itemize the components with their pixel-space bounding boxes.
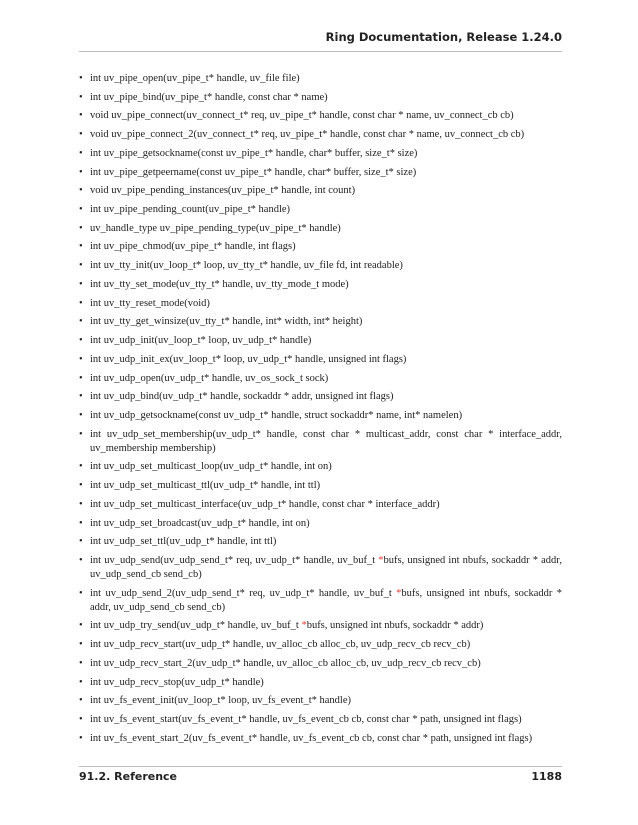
list-item: • int uv_udp_set_multicast_interface(uv_udp_t* handle, const char * interface_addr) xyxy=(79,498,562,512)
footer-section: 91.2. Reference xyxy=(79,770,178,783)
list-item: • int uv_udp_set_membership(uv_udp_t* handle, const char * multicast_addr, const char * interface_addr, uv_membership membership) xyxy=(79,428,562,456)
list-item: • int uv_fs_event_start_2(uv_fs_event_t* handle, uv_fs_event_cb cb, const char * path, unsigned int flags) xyxy=(79,732,562,746)
list-item: • int uv_udp_open(uv_udp_t* handle, uv_os_sock_t sock) xyxy=(79,372,562,386)
list-item-text: bufs, unsigned int nbufs, sockaddr * addr, uv_udp_send_cb send_cb) xyxy=(90,554,562,580)
list-item: • int uv_udp_set_multicast_ttl(uv_udp_t* handle, int ttl) xyxy=(79,479,562,493)
list-item: • int uv_fs_event_start(uv_fs_event_t* handle, uv_fs_event_cb cb, const char * path, unsigned int flags) xyxy=(79,713,562,727)
list-item: • int uv_udp_recv_stop(uv_udp_t* handle) xyxy=(79,676,562,690)
list-item: • int uv_udp_bind(uv_udp_t* handle, sockaddr * addr, unsigned int flags) xyxy=(79,390,562,404)
footer-divider xyxy=(79,766,562,767)
list-item: • int uv_tty_set_mode(uv_tty_t* handle, uv_tty_mode_t mode) xyxy=(79,278,562,292)
list-item: • int uv_pipe_open(uv_pipe_t* handle, uv_file file) xyxy=(79,72,562,86)
list-item xyxy=(79,554,562,582)
list-item: • void uv_pipe_connect_2(uv_connect_t* req, uv_pipe_t* handle, const char * name, uv_connect_cb cb) xyxy=(79,128,562,142)
list-item: • int uv_pipe_bind(uv_pipe_t* handle, const char * name) xyxy=(79,91,562,105)
list-item: • int uv_pipe_getpeername(const uv_pipe_t* handle, char* buffer, size_t* size) xyxy=(79,166,562,180)
list-item: • void uv_pipe_pending_instances(uv_pipe_t* handle, int count) xyxy=(79,184,562,198)
list-item: • void uv_pipe_connect(uv_connect_t* req, uv_pipe_t* handle, const char * name, uv_connect_cb cb) xyxy=(79,109,562,123)
list-item-text: int uv_udp_send_2(uv_udp_send_t* req, uv_udp_t* handle, uv_buf_t xyxy=(90,587,397,599)
list-item: • int uv_udp_recv_start_2(uv_udp_t* handle, uv_alloc_cb alloc_cb, uv_udp_recv_cb recv_cb) xyxy=(79,657,562,671)
list-item: • int uv_tty_reset_mode(void) xyxy=(79,297,562,311)
highlighted-asterisk: * xyxy=(396,587,402,599)
page-header-title: Ring Documentation, Release 1.24.0 xyxy=(325,30,562,44)
header-divider xyxy=(79,51,562,52)
highlighted-asterisk: * xyxy=(301,620,307,632)
list-item xyxy=(79,587,562,615)
list-item-text: int uv_udp_try_send(uv_udp_t* handle, uv_buf_t xyxy=(90,620,302,632)
list-item: • int uv_udp_set_multicast_loop(uv_udp_t* handle, int on) xyxy=(79,460,562,474)
list-item-text: bufs, unsigned int nbufs, sockaddr * addr, uv_udp_send_cb send_cb) xyxy=(90,587,562,613)
list-item: • int uv_udp_recv_start(uv_udp_t* handle, uv_alloc_cb alloc_cb, uv_udp_recv_cb recv_cb) xyxy=(79,638,562,652)
list-item: • int uv_tty_get_winsize(uv_tty_t* handle, int* width, int* height) xyxy=(79,315,562,329)
list-item-text: bufs, unsigned int nbufs, sockaddr * addr) xyxy=(306,620,484,632)
list-item xyxy=(79,619,562,633)
list-item: • int uv_tty_init(uv_loop_t* loop, uv_tty_t* handle, uv_file fd, int readable) xyxy=(79,259,562,273)
list-item: • int uv_pipe_pending_count(uv_pipe_t* handle) xyxy=(79,203,562,217)
list-item: • int uv_udp_set_ttl(uv_udp_t* handle, int ttl) xyxy=(79,535,562,549)
list-item: • uv_handle_type uv_pipe_pending_type(uv_pipe_t* handle) xyxy=(79,222,562,236)
list-item-text: int uv_udp_send(uv_udp_send_t* req, uv_udp_t* handle, uv_buf_t xyxy=(90,554,379,566)
function-list xyxy=(79,72,562,750)
highlighted-asterisk: * xyxy=(378,554,384,566)
list-item: • int uv_fs_event_init(uv_loop_t* loop, uv_fs_event_t* handle) xyxy=(79,694,562,708)
list-item: • int uv_pipe_getsockname(const uv_pipe_t* handle, char* buffer, size_t* size) xyxy=(79,147,562,161)
page-number: 1188 xyxy=(531,770,562,783)
list-item: • int uv_udp_init(uv_loop_t* loop, uv_udp_t* handle) xyxy=(79,334,562,348)
list-item: • int uv_udp_init_ex(uv_loop_t* loop, uv_udp_t* handle, unsigned int flags) xyxy=(79,353,562,367)
list-item: • int uv_pipe_chmod(uv_pipe_t* handle, int flags) xyxy=(79,240,562,254)
list-item: • int uv_udp_getsockname(const uv_udp_t* handle, struct sockaddr* name, int* namelen) xyxy=(79,409,562,423)
list-item: • int uv_udp_set_broadcast(uv_udp_t* handle, int on) xyxy=(79,517,562,531)
